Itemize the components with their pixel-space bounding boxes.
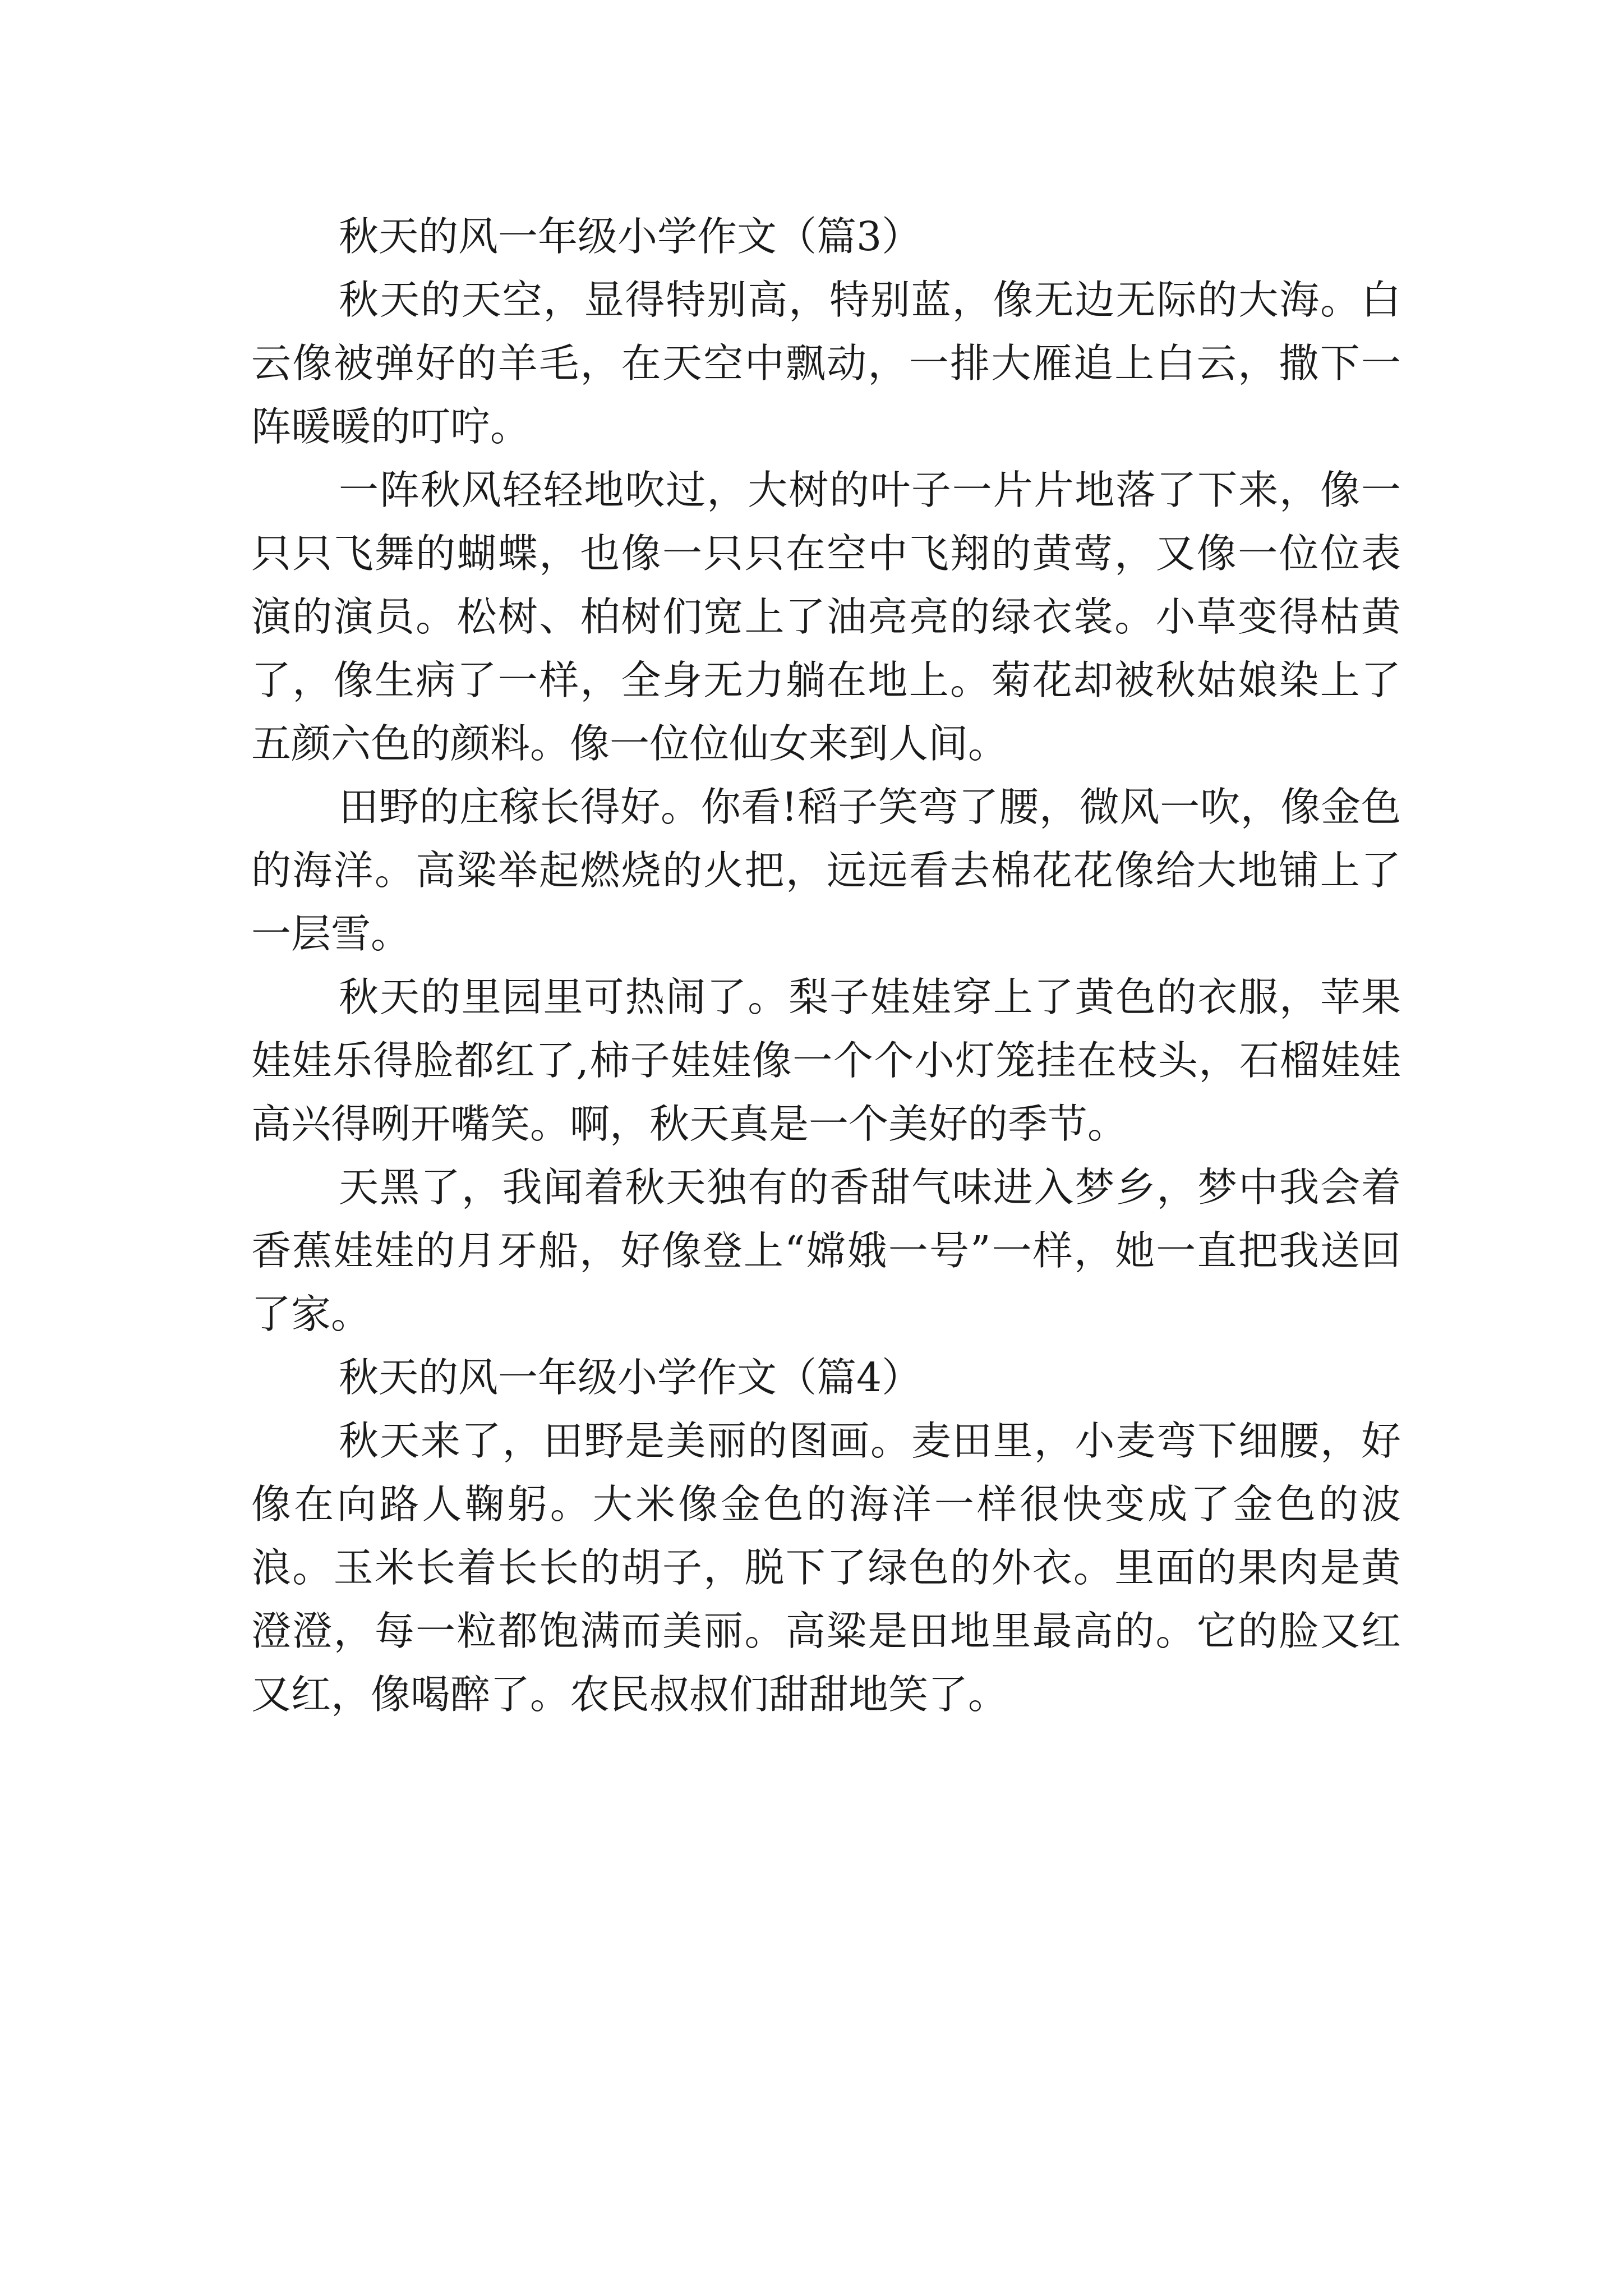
- paragraph: 田野的庄稼长得好。你看!稻子笑弯了腰，微风一吹，像金色的海洋。高粱举起燃烧的火把，远远看去棉花花像给大地铺上了一层雪。: [251, 784, 1401, 957]
- paragraph: 秋天来了，田野是美丽的图画。麦田里，小麦弯下细腰，好像在向路人鞠躬。大米像金色的海洋一样很快变成了金色的波浪。玉米长着长长的胡子，脱下了绿色的外衣。里面的果肉是黄澄澄，每一粒都饱满而美丽。高粱是田地里最高的。它的脸又红又红，像喝醉了。农民叔叔们甜甜地笑了。: [251, 1418, 1401, 1718]
- paragraph: 秋天的天空，显得特别高，特别蓝，像无边无际的大海。白云像被弹好的羊毛，在天空中飘动，一排大雁追上白云，撒下一阵暖暖的叮咛。: [251, 277, 1401, 450]
- paragraph: 一阵秋风轻轻地吹过，大树的叶子一片片地落了下来，像一只只飞舞的蝴蝶，也像一只只在空中飞翔的黄莺，又像一位位表演的演员。松树、柏树们宽上了油亮亮的绿衣裳。小草变得枯黄了，像生病了一样，全身无力躺在地上。菊花却被秋姑娘染上了五颜六色的颜料。像一位位仙女来到人间。: [251, 467, 1401, 767]
- document-body: [251, 205, 1401, 1726]
- essay-title-4: 秋天的风一年级小学作文（篇4）: [339, 1354, 922, 1401]
- essay-title-3: 秋天的风一年级小学作文（篇3）: [339, 213, 922, 260]
- paragraph: 天黑了，我闻着秋天独有的香甜气味进入梦乡，梦中我会着香蕉娃娃的月牙船，好像登上“嫦娥一号”一样，她一直把我送回了家。: [251, 1164, 1401, 1337]
- paragraph: 秋天的里园里可热闹了。梨子娃娃穿上了黄色的衣服，苹果娃娃乐得脸都红了,柿子娃娃像一个个小灯笼挂在枝头，石榴娃娃高兴得咧开嘴笑。啊，秋天真是一个美好的季节。: [251, 974, 1401, 1147]
